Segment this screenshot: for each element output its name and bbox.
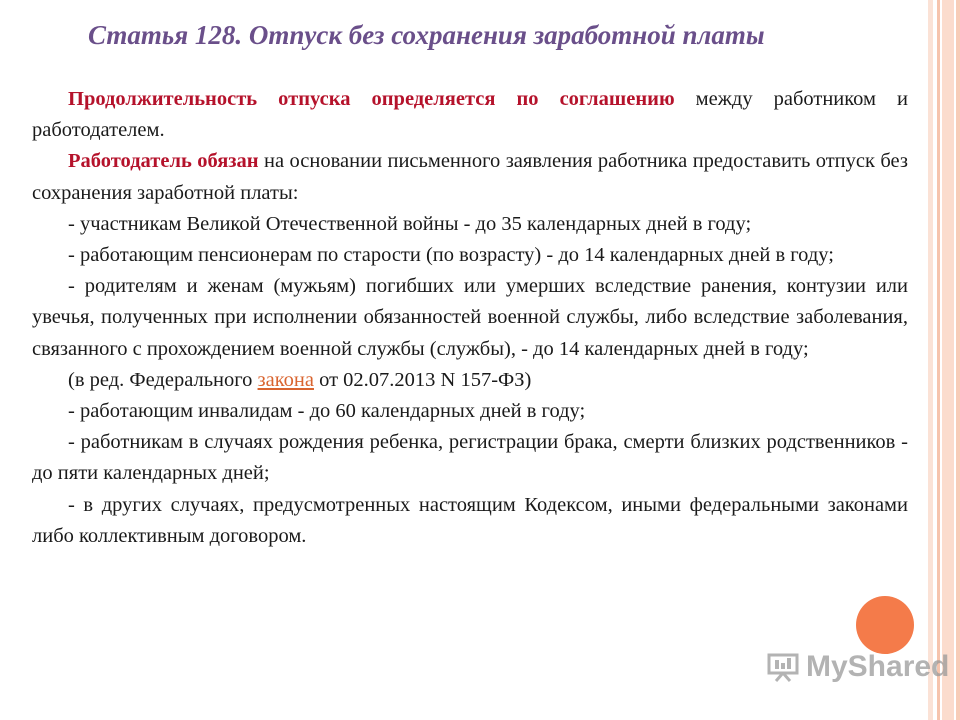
highlight-employer-obliged: Работодатель обязан	[68, 150, 259, 173]
list-item: - в других случаях, предусмотренных настоящим Кодексом, иными федеральными законами либо коллективным договором.	[32, 493, 908, 547]
watermark-text: MyShared	[806, 650, 950, 683]
paragraph-duration-rest: между работником и работодателем.	[32, 88, 909, 142]
stripe	[928, 0, 933, 720]
stripe	[942, 0, 954, 720]
article-body	[32, 84, 908, 552]
highlight-duration: Продолжительность отпуска определяется по соглашению	[68, 88, 675, 110]
list-item: - участникам Великой Отечественной войны - до 35 календарных дней в году;	[68, 212, 752, 235]
law-link[interactable]: закона	[257, 368, 314, 391]
paragraph-employer-obliged	[32, 146, 908, 208]
stripe	[937, 0, 940, 720]
paragraph-employer-rest: на основании письменного заявления работника предоставить отпуск без сохранения заработной платы:	[32, 150, 908, 204]
list-item: - работникам в случаях рождения ребенка, регистрации брака, смерти близких родственников - до пяти календарных дней;	[32, 431, 908, 485]
decorative-side-stripes	[928, 0, 960, 720]
slide-title: Статья 128. Отпуск без сохранения заработной платы	[88, 20, 765, 50]
decorative-circle	[856, 596, 914, 654]
list-item: - работающим пенсионерам по старости (по возрасту) - до 14 календарных дней в году;	[68, 244, 834, 267]
paragraph-duration	[32, 84, 908, 146]
amendment-prefix: (в ред. Федерального	[68, 368, 258, 391]
list-item: - родителям и женам (мужьям) погибших или умерших вследствие ранения, контузии или увечья, полученных при исполнении обязанностей военной службы, либо вследствие заболевания, связанного с прохождением военной службы (службы), - до 14 календарных дней в году;	[32, 275, 908, 360]
watermark	[766, 650, 949, 684]
stripe	[956, 0, 960, 720]
list-item: - работающим инвалидам - до 60 календарных дней в году;	[68, 400, 586, 423]
amendment-suffix: от 02.07.2013 N 157-ФЗ)	[313, 368, 532, 391]
amendment-note	[32, 365, 908, 396]
presentation-icon	[766, 652, 800, 682]
